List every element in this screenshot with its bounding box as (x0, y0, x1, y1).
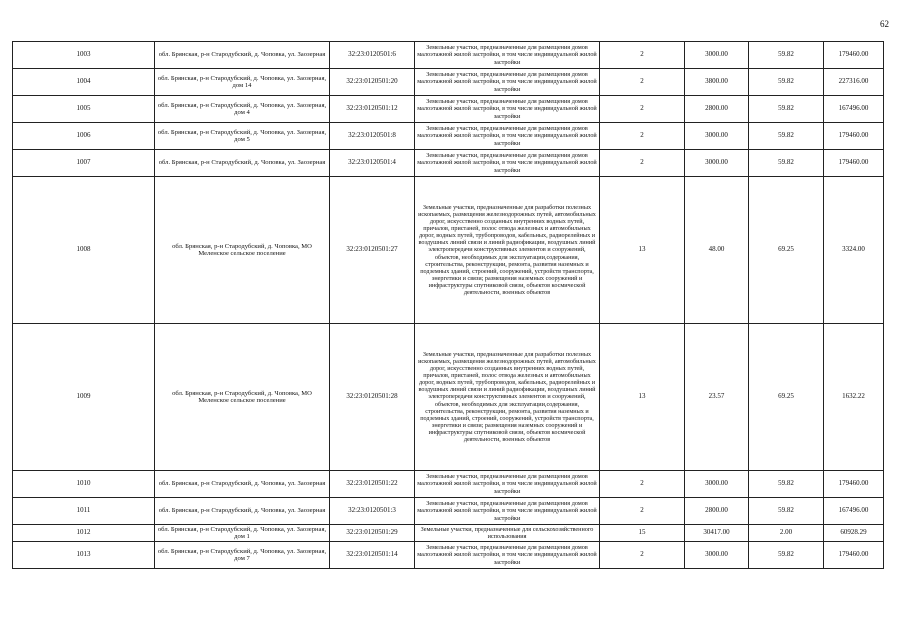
use-group-code-cell: 13 (600, 177, 685, 324)
table-row (13, 525, 884, 542)
table-row (13, 471, 884, 498)
land-use-cell: Земельные участки, предназначенные для разработки полезных ископаемых, размещения железнодорожных путей, автомобильных дорог, искусственно созданных внутренних водных путей, причалов, пристаней, полос отвода железных и автомобильных дорог, водных путей, трубопроводов, кабельных, радиорелейных и воздушных линий связи и линий радиофикации, воздушных линий электропередачи конструктивных элементов и сооружений, объектов, необходимых для эксплуатации,содержания, строительства, реконструкции, ремонта, развития наземных и подземных зданий, строений, сооружений, устройств транспорта, энергетики и связи; размещения наземных сооружений и инфраструктуры спутниковой связи, объектов космической деятельности, военных объектов (415, 177, 600, 324)
area-cell: 30417.00 (685, 525, 749, 542)
area-cell: 23.57 (685, 324, 749, 471)
land-use-cell: Земельные участки, предназначенные для размещения домов малоэтажной жилой застройки, в том числе индивидуальной жилой застройки (415, 498, 600, 525)
use-group-code-cell: 15 (600, 525, 685, 542)
land-use-cell: Земельные участки, предназначенные для размещения домов малоэтажной жилой застройки, в том числе индивидуальной жилой застройки (415, 96, 600, 123)
table-row (13, 96, 884, 123)
cadastral-number-cell: 32:23:0120501:28 (330, 324, 415, 471)
cadastral-number-cell: 32:23:0120501:22 (330, 471, 415, 498)
record-number-cell: 1004 (13, 69, 155, 96)
table-row (13, 150, 884, 177)
cadastral-value-cell: 3324.00 (824, 177, 884, 324)
table-body (13, 42, 884, 569)
use-group-code-cell: 2 (600, 471, 685, 498)
specific-value-cell: 59.82 (749, 542, 824, 569)
use-group-code-cell: 2 (600, 42, 685, 69)
area-cell: 2800.00 (685, 498, 749, 525)
table-row (13, 123, 884, 150)
cadastral-value-cell: 179460.00 (824, 42, 884, 69)
cadastral-number-cell: 32:23:0120501:27 (330, 177, 415, 324)
address-cell: обл. Брянская, р-н Стародубский, д. Чоповка, ул. Заозерная (155, 498, 330, 525)
specific-value-cell: 59.82 (749, 69, 824, 96)
address-cell: обл. Брянская, р-н Стародубский, д. Чоповка, ул. Заозерная, дом 1 (155, 525, 330, 542)
table-row (13, 42, 884, 69)
address-cell: обл. Брянская, р-н Стародубский, д. Чоповка, МО Меленское сельское поселение (155, 177, 330, 324)
record-number-cell: 1005 (13, 96, 155, 123)
area-cell: 48.00 (685, 177, 749, 324)
use-group-code-cell: 13 (600, 324, 685, 471)
address-cell: обл. Брянская, р-н Стародубский, д. Чоповка, ул. Заозерная, дом 5 (155, 123, 330, 150)
record-number-cell: 1008 (13, 177, 155, 324)
cadastral-number-cell: 32:23:0120501:12 (330, 96, 415, 123)
cadastral-number-cell: 32:23:0120501:6 (330, 42, 415, 69)
use-group-code-cell: 2 (600, 150, 685, 177)
area-cell: 3000.00 (685, 150, 749, 177)
cadastral-value-cell: 227316.00 (824, 69, 884, 96)
address-cell: обл. Брянская, р-н Стародубский, д. Чоповка, ул. Заозерная (155, 150, 330, 177)
area-cell: 3000.00 (685, 542, 749, 569)
use-group-code-cell: 2 (600, 69, 685, 96)
cadastral-number-cell: 32:23:0120501:3 (330, 498, 415, 525)
land-use-cell: Земельные участки, предназначенные для размещения домов малоэтажной жилой застройки, в том числе индивидуальной жилой застройки (415, 471, 600, 498)
address-cell: обл. Брянская, р-н Стародубский, д. Чоповка, ул. Заозерная (155, 471, 330, 498)
cadastral-value-cell: 179460.00 (824, 542, 884, 569)
table-row (13, 542, 884, 569)
land-use-cell: Земельные участки, предназначенные для размещения домов малоэтажной жилой застройки, в том числе индивидуальной жилой застройки (415, 542, 600, 569)
land-use-cell: Земельные участки, предназначенные для сельскохозяйственного использования (415, 525, 600, 542)
table-row (13, 69, 884, 96)
area-cell: 3800.00 (685, 69, 749, 96)
specific-value-cell: 59.82 (749, 471, 824, 498)
record-number-cell: 1011 (13, 498, 155, 525)
cadastral-value-cell: 179460.00 (824, 150, 884, 177)
record-number-cell: 1013 (13, 542, 155, 569)
record-number-cell: 1012 (13, 525, 155, 542)
address-cell: обл. Брянская, р-н Стародубский, д. Чоповка, ул. Заозерная, дом 4 (155, 96, 330, 123)
cadastral-number-cell: 32:23:0120501:4 (330, 150, 415, 177)
specific-value-cell: 59.82 (749, 123, 824, 150)
use-group-code-cell: 2 (600, 123, 685, 150)
cadastral-number-cell: 32:23:0120501:8 (330, 123, 415, 150)
table-row (13, 324, 884, 471)
cadastral-value-cell: 179460.00 (824, 471, 884, 498)
specific-value-cell: 2.00 (749, 525, 824, 542)
cadastral-number-cell: 32:23:0120501:20 (330, 69, 415, 96)
cadastral-value-cell: 1632.22 (824, 324, 884, 471)
use-group-code-cell: 2 (600, 96, 685, 123)
record-number-cell: 1003 (13, 42, 155, 69)
address-cell: обл. Брянская, р-н Стародубский, д. Чоповка, ул. Заозерная, дом 14 (155, 69, 330, 96)
table-row (13, 177, 884, 324)
specific-value-cell: 59.82 (749, 42, 824, 69)
land-use-cell: Земельные участки, предназначенные для размещения домов малоэтажной жилой застройки, в том числе индивидуальной жилой застройки (415, 69, 600, 96)
address-cell: обл. Брянская, р-н Стародубский, д. Чоповка, МО Меленское сельское поселение (155, 324, 330, 471)
land-use-cell: Земельные участки, предназначенные для разработки полезных ископаемых, размещения железнодорожных путей, автомобильных дорог, искусственно созданных внутренних водных путей, причалов, пристаней, полос отвода железных и автомобильных дорог, водных путей, трубопроводов, кабельных, радиорелейных и воздушных линий связи и линий радиофикации, воздушных линий электропередачи конструктивных элементов и сооружений, объектов, необходимых для эксплуатации,содержания, строительства, реконструкции, ремонта, развития наземных и подземных зданий, строений, сооружений, устройств транспорта, энергетики и связи; размещения наземных сооружений и инфраструктуры спутниковой связи, объектов космической деятельности, военных объектов (415, 324, 600, 471)
cadastral-number-cell: 32:23:0120501:14 (330, 542, 415, 569)
cadastral-value-cell: 60928.29 (824, 525, 884, 542)
page-number: 62 (880, 19, 889, 29)
cadastral-number-cell: 32:23:0120501:29 (330, 525, 415, 542)
land-use-cell: Земельные участки, предназначенные для размещения домов малоэтажной жилой застройки, в том числе индивидуальной жилой застройки (415, 123, 600, 150)
specific-value-cell: 69.25 (749, 324, 824, 471)
area-cell: 3000.00 (685, 42, 749, 69)
record-number-cell: 1010 (13, 471, 155, 498)
record-number-cell: 1009 (13, 324, 155, 471)
use-group-code-cell: 2 (600, 542, 685, 569)
specific-value-cell: 59.82 (749, 96, 824, 123)
area-cell: 3000.00 (685, 123, 749, 150)
cadastral-value-cell: 179460.00 (824, 123, 884, 150)
area-cell: 3000.00 (685, 471, 749, 498)
cadastral-value-cell: 167496.00 (824, 96, 884, 123)
address-cell: обл. Брянская, р-н Стародубский, д. Чоповка, ул. Заозерная, дом 7 (155, 542, 330, 569)
specific-value-cell: 69.25 (749, 177, 824, 324)
record-number-cell: 1007 (13, 150, 155, 177)
specific-value-cell: 59.82 (749, 498, 824, 525)
land-use-cell: Земельные участки, предназначенные для размещения домов малоэтажной жилой застройки, в том числе индивидуальной жилой застройки (415, 150, 600, 177)
area-cell: 2800.00 (685, 96, 749, 123)
land-use-cell: Земельные участки, предназначенные для размещения домов малоэтажной жилой застройки, в том числе индивидуальной жилой застройки (415, 42, 600, 69)
cadastral-value-table (12, 41, 884, 569)
record-number-cell: 1006 (13, 123, 155, 150)
address-cell: обл. Брянская, р-н Стародубский, д. Чоповка, ул. Заозерная (155, 42, 330, 69)
use-group-code-cell: 2 (600, 498, 685, 525)
table-row (13, 498, 884, 525)
specific-value-cell: 59.82 (749, 150, 824, 177)
cadastral-value-cell: 167496.00 (824, 498, 884, 525)
